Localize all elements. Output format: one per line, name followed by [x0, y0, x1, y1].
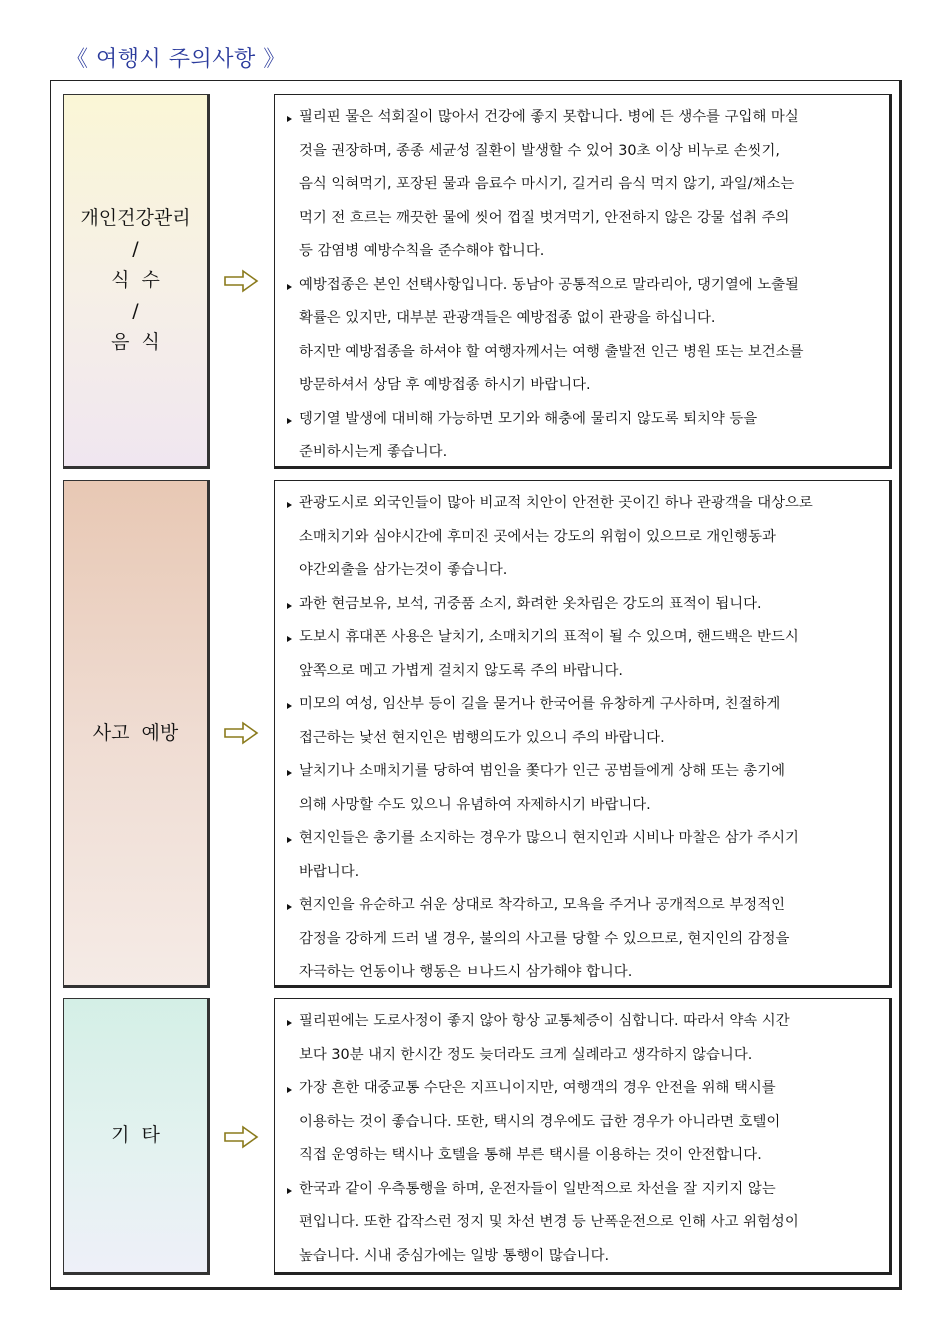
- right-arrow-icon: [223, 269, 259, 293]
- text-line: 먹기 전 흐르는 깨끗한 물에 씻어 껍질 벗겨먹기, 안전하지 않은 강물 섭취 주의: [299, 209, 790, 226]
- right-arrow-icon: [223, 721, 259, 745]
- text-line: 준비하시는게 좋습니다.: [299, 444, 448, 460]
- list-item: [285, 1072, 881, 1173]
- list-item: [285, 269, 881, 403]
- text-line: 뎅기열 발생에 대비해 가능하면 모기와 해충에 물리지 않도록 퇴치약 등을: [299, 410, 758, 427]
- text-line: 접근하는 낯선 현지인은 범행의도가 있으니 주의 바랍니다.: [299, 729, 665, 746]
- text-line: 자극하는 언동이나 행동은 ㅂ나드시 삼가해야 합니다.: [299, 964, 633, 980]
- list-item: [285, 588, 881, 622]
- text-line: 보다 30분 내지 한시간 정도 늦더라도 크게 실례라고 생각하지 않습니다.: [299, 1046, 753, 1063]
- text-line: 필리핀에는 도로사정이 좋지 않아 항상 교통체증이 심합니다. 따라서 약속 시간: [299, 1013, 790, 1029]
- list-item: [285, 688, 881, 755]
- category-other: [63, 998, 210, 1275]
- text-line: 예방접종은 본인 선택사항입니다. 동남아 공통적으로 말라리아, 댕기열에 노출될: [299, 276, 799, 293]
- text-line: 앞쪽으로 메고 가볍게 걸치지 않도록 주의 바랍니다.: [299, 662, 623, 679]
- content-box-health: [274, 94, 892, 469]
- content-box-safety: [274, 480, 892, 988]
- category-safety: [63, 480, 210, 988]
- text-line: 편입니다. 또한 갑작스런 정지 및 차선 변경 등 난폭운전으로 인해 사고 위험성이: [299, 1214, 799, 1230]
- text-line: 하지만 예방접종을 하셔야 할 여행자께서는 여행 출발전 인근 병원 또는 보건소를: [299, 343, 804, 360]
- text-line: 도보시 휴대폰 사용은 날치기, 소매치기의 표적이 될 수 있으며, 핸드백은 반드시: [299, 629, 799, 645]
- text-line: 직접 운영하는 택시나 호텔을 통해 부른 택시를 이용하는 것이 안전합니다.: [299, 1147, 762, 1163]
- list-item: [285, 822, 881, 889]
- category-label: 음 식: [111, 331, 160, 353]
- text-line: 감정을 강하게 드러 낼 경우, 불의의 사고를 당할 수 있으므로, 현지인의 감정을: [299, 930, 790, 947]
- list-item: [285, 101, 881, 269]
- text-line: 의해 사망할 수도 있으니 유념하여 자제하시기 바랍니다.: [299, 796, 651, 813]
- list-item: [285, 755, 881, 822]
- category-label: 개인건강관리: [80, 207, 191, 229]
- notice-table: [50, 80, 902, 1290]
- text-line: 한국과 같이 우측통행을 하며, 운전자들이 일반적으로 차선을 잘 지키지 않는: [299, 1180, 776, 1197]
- category-health: [63, 94, 210, 469]
- list-item: [285, 889, 881, 990]
- text-line: 과한 현금보유, 보석, 귀중품 소지, 화려한 옷차림은 강도의 표적이 됩니다.: [299, 595, 762, 612]
- text-line: 등 감염병 예방수칙을 준수해야 합니다.: [299, 243, 545, 259]
- text-line: 필리핀 물은 석회질이 많아서 건강에 좋지 못합니다. 병에 든 생수를 구입해 마실: [299, 109, 799, 125]
- list-item: [285, 487, 881, 588]
- text-line: 가장 흔한 대중교통 수단은 지프니이지만, 여행객의 경우 안전을 위해 택시를: [299, 1080, 776, 1096]
- text-line: 방문하셔서 상담 후 예방접종 하시기 바랍니다.: [299, 377, 591, 393]
- text-line: 미모의 여성, 임산부 등이 길을 묻거나 한국어를 유창하게 구사하며, 친절하게: [299, 696, 781, 712]
- category-label: /: [132, 300, 139, 322]
- category-label: 사고 예방: [92, 721, 179, 744]
- text-line: 것을 권장하며, 종종 세균성 질환이 발생할 수 있어 30초 이상 비누로 손씻기,: [299, 142, 780, 159]
- text-line: 이용하는 것이 좋습니다. 또한, 택시의 경우에도 급한 경우가 아니라면 호텔이: [299, 1113, 781, 1130]
- category-label: /: [132, 238, 139, 260]
- text-line: 소매치기와 심야시간에 후미진 곳에서는 강도의 위험이 있으므로 개인행동과: [299, 528, 776, 545]
- text-line: 현지인들은 총기를 소지하는 경우가 많으니 현지인과 시비나 마찰은 삼가 주시기: [299, 830, 799, 846]
- text-line: 야간외출을 삼가는것이 좋습니다.: [299, 562, 508, 578]
- list-item: [285, 403, 881, 470]
- category-label: 기 타: [111, 1124, 160, 1146]
- right-arrow-icon: [223, 1125, 259, 1149]
- content-box-other: [274, 998, 892, 1275]
- text-line: 확률은 있지만, 대부분 관광객들은 예방접종 없이 관광을 하십니다.: [299, 310, 716, 326]
- list-item: [285, 1173, 881, 1274]
- text-line: 현지인을 유순하고 쉬운 상대로 착각하고, 모욕을 주거나 공개적으로 부정적인: [299, 897, 786, 913]
- text-line: 날치기나 소매치기를 당하여 범인을 쫓다가 인근 공범들에게 상해 또는 총기에: [299, 763, 786, 779]
- text-line: 음식 익혀먹기, 포장된 물과 음료수 마시기, 길거리 음식 먹지 않기, 과일/채소는: [299, 176, 795, 192]
- list-item: [285, 1005, 881, 1072]
- category-label: 식 수: [111, 269, 160, 291]
- text-line: 높습니다. 시내 중심가에는 일방 통행이 많습니다.: [299, 1247, 610, 1264]
- list-item: [285, 621, 881, 688]
- page-title: 《 여행시 주의사항 》: [66, 47, 286, 72]
- text-line: 바랍니다.: [299, 863, 360, 880]
- text-line: 관광도시로 외국인들이 많아 비교적 치안이 안전한 곳이긴 하나 관광객을 대상으로: [299, 495, 813, 511]
